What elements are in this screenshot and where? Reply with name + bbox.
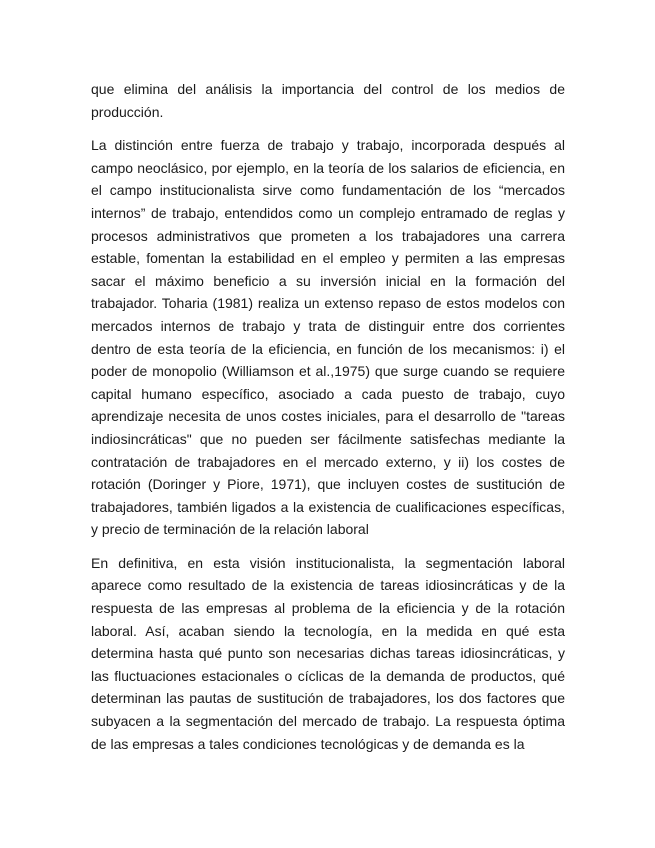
paragraph-1: que elimina del análisis la importancia del control de los medios de producción. xyxy=(91,81,565,120)
document-body xyxy=(91,78,565,766)
paragraph-3: En definitiva, en esta visión institucionalista, la segmentación laboral aparece como resultado de la existencia de tareas idiosincráticas y de la respuesta de las empresas al problema de la eficiencia y de la rotación laboral. Así, acaban siendo la tecnología, en la medida en qué esta determina hasta qué punto son necesarias dichas tareas idiosincráticas, y las fluctuaciones estacionales o cíclicas de la demanda de productos, qué determinan las pautas de sustitución de trabajadores, los dos factores que subyacen a la segmentación del mercado de trabajo. La respuesta óptima de las empresas a tales condiciones tecnológicas y de demanda es la xyxy=(91,554,565,752)
paragraph-2: La distinción entre fuerza de trabajo y trabajo, incorporada después al campo neoclásico, por ejemplo, en la teoría de los salarios de eficiencia, en el campo institucionalista sirve como fundamentación de los “mercados internos” de trabajo, entendidos como un complejo entramado de reglas y procesos administrativos que prometen a los trabajadores una carrera estable, fomentan la estabilidad en el empleo y permiten a las empresas sacar el máximo beneficio a su inversión inicial en la formación del trabajador. Toharia (1981) realiza un extenso repaso de estos modelos con mercados internos de trabajo y trata de distinguir entre dos corrientes dentro de esta teoría de la eficiencia, en función de los mecanismos: i) el poder de monopolio (Williamson et al.,1975) que surge cuando se requiere capital humano específico, asociado a cada puesto de trabajo, cuyo aprendizaje necesita de unos costes iniciales, para el desarrollo de "tareas indiosincráticas" que no pueden ser fácilmente satisfechas mediante la contratación de trabajadores en el mercado externo, y ii) los costes de rotación (Doringer y Piore, 1971), que incluyen costes de sustitución de trabajadores, también ligados a la existencia de cualificaciones específicas, y precio de terminación de la relación laboral xyxy=(91,137,565,538)
